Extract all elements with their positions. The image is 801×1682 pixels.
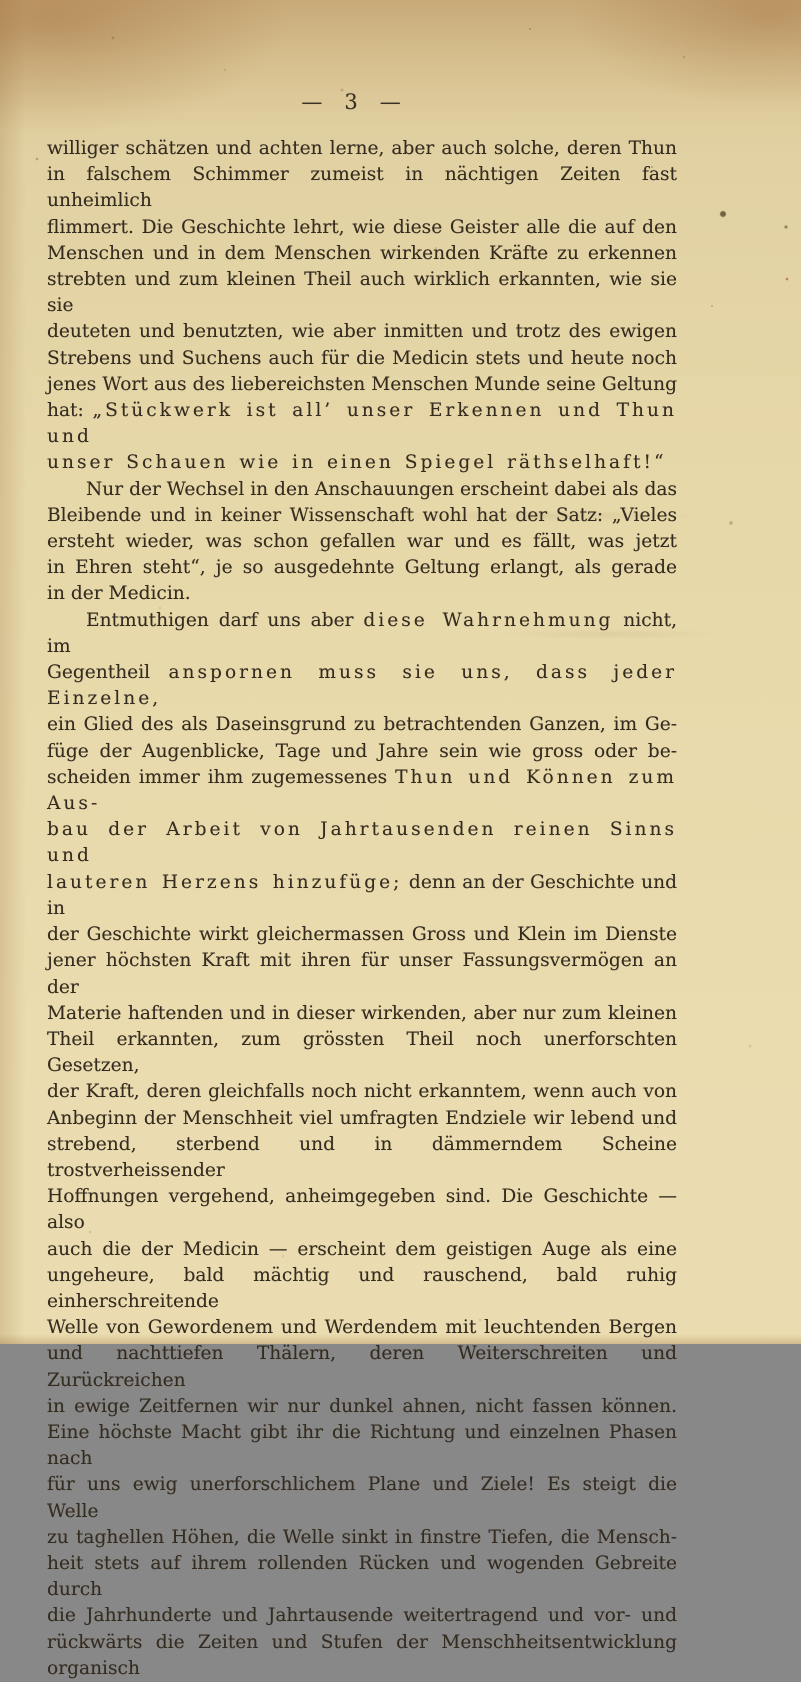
text-segment: Entmuthigen darf uns aber [86, 609, 364, 631]
text-segment: Materie haftenden und in dieser wirkenden, aber nur zum kleinen [47, 1002, 677, 1024]
text-line [47, 372, 677, 398]
text-segment: und nachttiefen Thälern, deren Weiterschreiten und Zurückreichen [47, 1343, 677, 1391]
text-segment: denn an der Geschichte und in [47, 871, 677, 919]
text-segment: für uns ewig unerforschlichem Plane und Ziele! Es steigt die Welle [47, 1474, 677, 1522]
text-line [47, 922, 677, 948]
text-segment: Hoffnungen vergehend, anheimgegeben sind. Die Geschichte — also [47, 1186, 677, 1234]
text-line [47, 241, 677, 267]
text-line [47, 712, 677, 738]
text-segment: Welle von Gewordenem und Werdendem mit leuchtenden Bergen [47, 1317, 677, 1339]
page-number: 3 [344, 90, 358, 114]
text-segment: Eine höchste Macht gibt ihr die Richtung und einzelnen Phasen nach [47, 1421, 677, 1470]
text-line [47, 1184, 677, 1236]
text-segment: nicht, im [47, 609, 677, 657]
text-line [47, 503, 677, 529]
text-line [47, 1263, 677, 1315]
header-dash-left: — [301, 90, 323, 114]
text-line [47, 1001, 677, 1027]
letterspaced-text-segment: lauteren Herzens hinzufüge; [47, 871, 403, 893]
text-segment: ersteht wieder, was schon gefallen war und es fällt, was jetzt [47, 531, 677, 553]
text-line [47, 477, 677, 503]
text-segment: strebten und zum kleinen Theil auch wirklich erkannten, wie sie sie [47, 269, 677, 317]
text-segment: strebend, sterbend und in dämmerndem Scheine trostverheissender [47, 1133, 677, 1181]
header-dash-right: — [379, 90, 401, 114]
text-segment: Menschen und in dem Menschen wirkenden Kräfte zu erkennen [47, 242, 677, 264]
text-line [47, 1315, 677, 1341]
text-line [47, 581, 677, 607]
text-segment: der Kraft, deren gleichfalls noch nicht erkanntem, wenn auch von [47, 1081, 677, 1103]
text-line [47, 1341, 677, 1393]
text-line [47, 1106, 677, 1132]
text-line [47, 948, 677, 1000]
text-line [47, 555, 677, 581]
text-line [47, 346, 677, 372]
text-segment: der Geschichte wirkt gleichermassen Gross und Klein im Dienste [47, 924, 677, 946]
text-segment: Anbeginn der Menschheit viel umfragten Endziele wir lebend und [47, 1107, 677, 1129]
text-segment: Nur der Wechsel in den Anschauungen erscheint dabei als das [86, 478, 677, 500]
text-segment: auch die der Medicin — erscheint dem geistigen Auge als eine [47, 1238, 677, 1260]
letterspaced-text-segment: Thun und Können zum Aus- [47, 766, 677, 815]
text-line [47, 529, 677, 555]
text-segment: heit stets auf ihrem rollenden Rücken und wogenden Gebreite durch [47, 1552, 677, 1601]
text-line [47, 1551, 677, 1603]
letterspaced-text-segment: „Stückwerk ist all’ unser Erkennen und Thun und [47, 400, 677, 448]
text-line [47, 450, 677, 476]
text-line [47, 1525, 677, 1551]
text-line [47, 1132, 677, 1184]
text-segment: rückwärts die Zeiten und Stufen der Menschheitsentwicklung organisch [47, 1631, 677, 1679]
text-segment: ein Glied des als Daseinsgrund zu betrachtenden Ganzen, im Ge- [47, 714, 677, 736]
letterspaced-text-segment: bau der Arbeit von Jahrtausenden reinen Sinns und [47, 819, 677, 867]
letterspaced-text-segment: anspornen muss sie uns, dass jeder Einzelne, [47, 662, 677, 710]
text-line [47, 1394, 677, 1420]
text-segment: Theil erkannten, zum grössten Theil noch unerforschten Gesetzen, [47, 1028, 677, 1077]
text-line [47, 1472, 677, 1524]
text-line [47, 870, 677, 922]
text-segment: Gegentheil [47, 662, 169, 684]
text-line [47, 1237, 677, 1263]
text-segment: in ewige Zeitfernen wir nur dunkel ahnen, nicht fassen können. [47, 1395, 677, 1417]
text-line [47, 817, 677, 869]
text-segment: williger schätzen und achten lerne, aber auch solche, deren Thun [47, 138, 677, 159]
text-line [47, 267, 677, 319]
letterspaced-text-segment: unser Schauen wie in einen Spiegel räthselhaft!“ [47, 452, 667, 474]
page-header [0, 90, 702, 114]
text-line [47, 765, 677, 817]
text-segment: in falschem Schimmer zumeist in nächtigen Zeiten fast unheimlich [47, 164, 677, 212]
text-line [47, 1027, 677, 1079]
text-segment: jener höchsten Kraft mit ihren für unser Fassungsvermögen an der [47, 950, 677, 998]
text-line [47, 162, 677, 214]
text-line [47, 660, 677, 712]
text-line [47, 1603, 677, 1629]
page-body-text [47, 136, 677, 1682]
text-segment: in der Medicin. [47, 583, 191, 605]
text-segment: deuteten und benutzten, wie aber inmitten und trotz des ewigen [47, 321, 677, 343]
text-segment: flimmert. Die Geschichte lehrt, wie diese Geister alle die auf den [47, 216, 677, 238]
letterspaced-text-segment: diese Wahrnehmung [363, 609, 614, 631]
text-segment: füge der Augenblicke, Tage und Jahre sein wie gross oder be- [47, 740, 677, 762]
text-line [47, 1079, 677, 1105]
text-line [47, 319, 677, 345]
text-segment: Strebens und Suchens auch für die Medicin stets und heute noch [47, 347, 677, 369]
text-segment: scheiden immer ihm zugemessenes [47, 766, 396, 788]
text-segment: in Ehren steht“, je so ausgedehnte Geltung erlangt, als gerade [47, 557, 677, 579]
text-line [47, 1630, 677, 1682]
text-segment: jenes Wort aus des liebereichsten Menschen Munde seine Geltung [47, 373, 677, 395]
text-line [47, 739, 677, 765]
text-line [47, 215, 677, 241]
text-segment: Bleibende und in keiner Wissenschaft wohl hat der Satz: „Vieles [47, 504, 677, 526]
text-line [47, 398, 677, 450]
text-segment: die Jahrhunderte und Jahrtausende weitertragend und vor- und [47, 1605, 677, 1627]
text-line [47, 136, 677, 162]
text-segment: ungeheure, bald mächtig und rauschend, bald ruhig einherschreitende [47, 1264, 677, 1312]
text-segment: hat: [47, 400, 93, 422]
text-line [47, 1420, 677, 1472]
text-line [47, 608, 677, 660]
text-segment: zu taghellen Höhen, die Welle sinkt in finstre Tiefen, die Mensch- [47, 1526, 677, 1548]
